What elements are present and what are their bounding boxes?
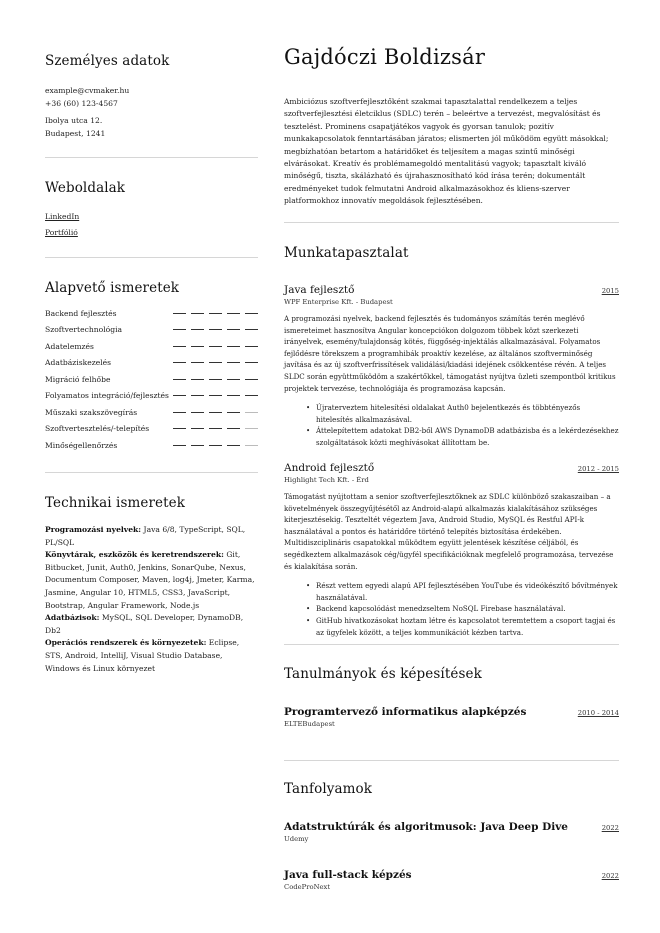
tech-group-text: Git, Bitbucket, Junit, Auth0, Jenkins, SonarQube, Nexus, Documentum Composer, Maven, log4j, Jmeter, Karma, Jasmine, Angular 10, HTML5, CSS3, JavaScript, Bootstrap, Angular Framework, Node.js — [45, 550, 255, 610]
skill-level-indicator — [173, 329, 258, 330]
skill-level-dash — [191, 313, 204, 314]
skill-row — [45, 371, 258, 388]
skill-level-dash — [227, 395, 240, 396]
course-provider: Udemy — [284, 835, 309, 843]
job-entry — [284, 284, 619, 449]
skill-level-dash — [245, 428, 258, 429]
tech-group-text: MySQL, SQL Developer, DynamoDB, Db2 — [45, 613, 244, 635]
skill-row — [45, 322, 258, 339]
skill-level-dash — [191, 362, 204, 363]
job-description: A programozási nyelvek, backend fejlesztés és tudományos számítás terén meglévő ismereteimet hasznosítva Angular koncepciókon dolgozom többek közt szerkezeti irányelvek, esemény/tulajdonság kötés, függőség-injektálás alkalmazásával. Folyamatos fejlődésre törekszem a programhibák proaktív kezelése, az általános szoftverminőség javítása és az új szoftverfrissítések validálási/kiadási idejének csökkentése révén. A teljes SLDC során együttműködöm a szakértőkkel, támogatást nyújtva üzleti szempontból kritikus projektek tervezése, technológiája és programozása kapcsán. — [284, 314, 616, 393]
skill-level-dash — [173, 395, 186, 396]
skill-level-dash — [209, 329, 222, 330]
job-bullet: • Részt vettem egyedi alapú API fejlesztésében YouTube és videókészítő bővítmények használatával. — [306, 580, 619, 603]
skill-level-dash — [209, 346, 222, 347]
skill-level-indicator — [173, 395, 258, 396]
divider — [284, 644, 619, 645]
education-title: Programtervező informatikus alapképzés — [284, 706, 527, 718]
skill-level-dash — [245, 313, 258, 314]
skills-section-title: Alapvető ismeretek — [45, 280, 180, 296]
skill-level-dash — [209, 428, 222, 429]
course-date: 2022 — [601, 872, 619, 880]
experience-section-title: Munkatapasztalat — [284, 245, 409, 261]
skill-level-dash — [227, 428, 240, 429]
skill-level-dash — [173, 346, 186, 347]
candidate-name: Gajdóczi Boldizsár — [284, 45, 486, 69]
tech-group-label: Programozási nyelvek: — [45, 525, 142, 534]
skill-level-indicator — [173, 362, 258, 363]
phone[interactable]: +36 (60) 123-4567 — [45, 98, 118, 108]
skill-level-dash — [227, 445, 240, 446]
tech-skills — [45, 524, 258, 675]
skill-level-dash — [191, 395, 204, 396]
websites-section-title: Weboldalak — [45, 180, 126, 196]
course-provider: CodeProNext — [284, 883, 331, 891]
skill-level-dash — [227, 329, 240, 330]
email[interactable]: example@cvmaker.hu — [45, 86, 130, 95]
education-school: ELTEBudapest — [284, 720, 335, 728]
course-entry — [284, 821, 619, 843]
skill-level-dash — [245, 362, 258, 363]
skill-level-dash — [173, 313, 186, 314]
job-bullet: • Újraterveztem hitelesítési oldalakat Auth0 bejelentkezés és többtényezős hitelesítés alkalmazásával. — [306, 402, 619, 425]
skill-level-dash — [209, 395, 222, 396]
skill-label: Szoftvertesztelés/-telepítés — [45, 424, 150, 434]
skill-level-indicator — [173, 313, 258, 314]
job-bullets — [284, 580, 619, 638]
tech-group-text: Eclipse, STS, Android, IntelliJ, Visual Studio Database, Windows és Linux környezet — [45, 638, 240, 673]
skill-label: Műszaki szakszövegírás — [45, 407, 138, 417]
skill-row — [45, 404, 258, 421]
tech-group-label: Operációs rendszerek és környezetek: — [45, 638, 207, 648]
contact-block — [45, 85, 258, 140]
courses-section-title: Tanfolyamok — [284, 781, 373, 797]
summary: Ambiciózus szoftverfejlesztőként szakmai tapasztalattal rendelkezem a teljes szoftverfejlesztési életciklus (SDLC) terén – beleértve a tervezést, megvalósítást és tesztelést. Prominens csapatjátékos vagyok és gyorsan tanulok; pozitív munkakapcsolatok fenntartásában járatos; elismerten jól működöm együtt másokkal; megbízhatóan betartom a határidőket és teljesítem a magas szintű minőségi elvárásokat. Kreatív és problémamegoldó mentalitású vagyok; tapasztalt kiváló minőségű, tiszta, skálázható és újrahasznosítható kód írása terén; dokumentált eredményeket tudok felmutatni Android alkalmazásokhoz és kliens-szerver platformokhoz innovatív megoldások fejlesztésében. — [284, 97, 609, 206]
education-section-title: Tanulmányok és képesítések — [284, 666, 482, 682]
divider — [284, 760, 619, 761]
education-date: 2010 - 2014 — [577, 709, 619, 717]
skill-level-dash — [209, 362, 222, 363]
skill-level-dash — [245, 346, 258, 347]
skill-label: Folyamatos integráció/fejlesztés — [45, 391, 169, 401]
skill-level-dash — [245, 445, 258, 446]
skill-level-dash — [245, 379, 258, 380]
skill-level-indicator — [173, 445, 258, 446]
course-date: 2022 — [601, 824, 619, 832]
skill-level-dash — [245, 412, 258, 413]
skill-level-indicator — [173, 412, 258, 413]
tech-section-title: Technikai ismeretek — [45, 495, 186, 511]
job-bullet: • GitHub hivatkozásokat hoztam létre és kapcsolatot teremtettem a csoport tagjai és az ügyfelek között, a teljes kommunikációt kézben tartva. — [306, 615, 619, 638]
skill-label: Adatbáziskezelés — [45, 358, 112, 368]
job-date: 2012 - 2015 — [577, 465, 619, 473]
skill-label: Backend fejlesztés — [45, 308, 117, 318]
job-title: Java fejlesztő — [284, 284, 355, 296]
skill-level-dash — [173, 412, 186, 413]
course-entry — [284, 869, 619, 891]
skill-level-dash — [227, 379, 240, 380]
city: Budapest, 1241 — [45, 128, 106, 138]
skill-row — [45, 421, 258, 438]
skill-level-dash — [209, 313, 222, 314]
skill-row — [45, 355, 258, 372]
skill-level-dash — [191, 346, 204, 347]
skill-row — [45, 305, 258, 322]
skill-level-dash — [191, 412, 204, 413]
skill-label: Adatelemzés — [45, 341, 94, 351]
job-entry — [284, 462, 619, 638]
skill-level-dash — [173, 445, 186, 446]
job-bullets — [284, 402, 619, 448]
job-company: WPF Enterprise Kft. - Budapest — [284, 298, 393, 306]
job-company: Highlight Tech Kft. - Érd — [284, 476, 369, 484]
skill-label: Migráció felhőbe — [45, 374, 111, 384]
tech-group-label: Könyvtárak, eszközök és keretrendszerek: — [45, 550, 224, 560]
skill-level-dash — [227, 412, 240, 413]
skill-level-dash — [245, 395, 258, 396]
job-description: Támogatást nyújtottam a senior szoftverfejlesztőknek az SDLC különböző szakaszaiban – a követelmények összegyűjtésétől az Android-alapú alkalmazás kialakításához szükséges kiterjesztésekig. Teszteltét végeztem Java, Android Studio, MySQL és Restful API-k használatával a pontos és határidőre történő telepítés biztosítása érdekében. Multidiszciplináris csapatokkal működtem együtt jelentések készítése céljából, és segédkeztem alkalmazások cég/ügyfél specifikációknak megfelelő programozása, tervezése és kialakítása során. — [284, 492, 614, 571]
job-bullet: • Backend kapcsolódást menedzseltem NoSQL Firebase használatával. — [306, 603, 619, 615]
job-title: Android fejlesztő — [284, 462, 375, 474]
skill-row — [45, 388, 258, 405]
skill-level-indicator — [173, 346, 258, 347]
skill-label: Szoftvertechnológia — [45, 325, 123, 335]
websites-list — [45, 209, 79, 241]
skill-level-dash — [227, 362, 240, 363]
skill-level-dash — [209, 412, 222, 413]
skill-level-dash — [173, 329, 186, 330]
skill-level-dash — [173, 379, 186, 380]
divider — [45, 472, 258, 473]
skill-label: Minőségellenőrzés — [45, 440, 118, 450]
course-title: Adatstruktúrák és algoritmusok: Java Deep Dive — [284, 821, 568, 833]
skill-level-dash — [227, 313, 240, 314]
education-entry — [284, 706, 619, 728]
personal-section-title: Személyes adatok — [45, 53, 170, 69]
job-bullet: • Áttelepítettem adatokat DB2-ből AWS DynamoDB adatbázisba és a lekérdezésekhez szolgáltatások közti meghívásokat állítottam be. — [306, 425, 619, 448]
linkedin-link[interactable]: LinkedIn — [45, 212, 80, 221]
course-title: Java full-stack képzés — [284, 869, 412, 881]
portfolio-link[interactable]: Portfólió — [45, 228, 78, 237]
skill-level-dash — [191, 428, 204, 429]
divider — [45, 157, 258, 158]
skill-level-dash — [191, 329, 204, 330]
skill-level-indicator — [173, 379, 258, 380]
skill-level-dash — [209, 445, 222, 446]
skill-level-dash — [191, 379, 204, 380]
divider — [45, 257, 258, 258]
skill-row — [45, 437, 258, 454]
street: Ibolya utca 12. — [45, 116, 103, 125]
skill-level-dash — [173, 428, 186, 429]
tech-group-text: Java 6/8, TypeScript, SQL, PL/SQL — [45, 525, 246, 547]
tech-group-label: Adatbázisok: — [45, 613, 100, 623]
skill-level-dash — [227, 346, 240, 347]
job-date: 2015 — [601, 287, 619, 295]
skill-level-dash — [209, 379, 222, 380]
skill-level-dash — [191, 445, 204, 446]
skill-row — [45, 338, 258, 355]
skill-level-dash — [245, 329, 258, 330]
skills-list — [45, 305, 258, 454]
skill-level-dash — [173, 362, 186, 363]
divider — [284, 222, 619, 223]
skill-level-indicator — [173, 428, 258, 429]
